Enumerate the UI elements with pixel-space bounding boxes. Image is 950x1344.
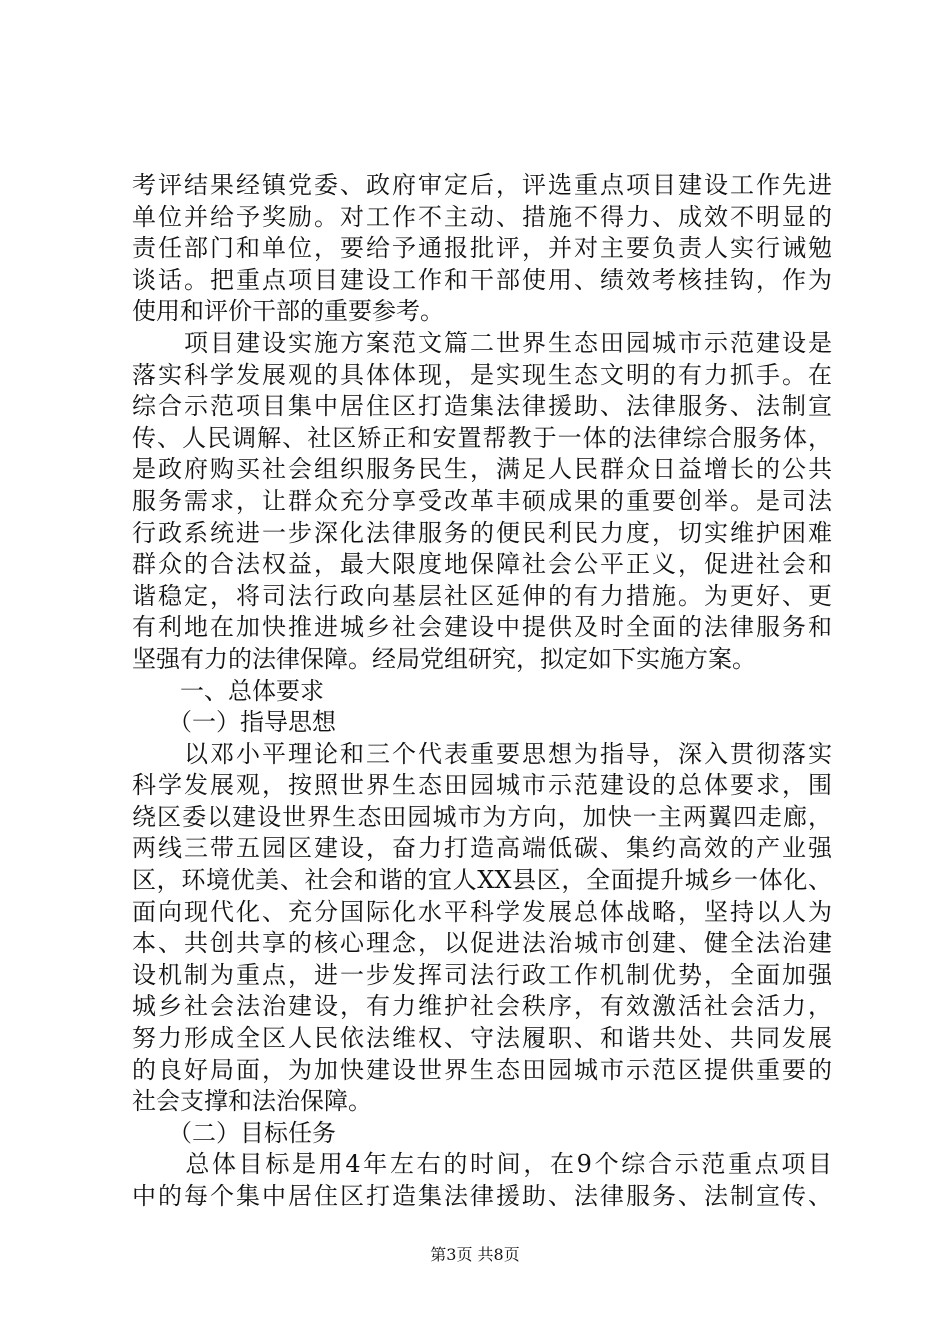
text-line: 本、共创共享的核心理念，以促进法治城市创建、健全法治建 — [132, 929, 832, 958]
text-line: 以邓小平理论和三个代表重要思想为指导，深入贯彻落实 — [132, 739, 832, 768]
text-line: （二）目标任务 — [132, 1118, 336, 1147]
page-footer: 第3页 共8页 — [430, 1245, 520, 1264]
text-line: 行政系统进一步深化法律服务的便民利民力度，切实维护困难 — [132, 518, 832, 547]
text-line: 中的每个集中居住区打造集法律援助、法律服务、法制宣传、 — [132, 1182, 832, 1210]
text-line: 群众的合法权益，最大限度地保障社会公平正义，促进社会和 — [132, 550, 832, 579]
text-line: 落实科学发展观的具体体现，是实现生态文明的有力抓手。在 — [132, 360, 832, 389]
text-line: 考评结果经镇党委、政府审定后，评选重点项目建设工作先进 — [132, 171, 832, 199]
text-line: 综合示范项目集中居住区打造集法律援助、法律服务、法制宣 — [132, 392, 832, 421]
text-line: 两线三带五园区建设，奋力打造高端低碳、集约高效的产业强 — [132, 834, 832, 863]
text-line: 一、总体要求 — [132, 676, 324, 705]
text-line: 是政府购买社会组织服务民生，满足人民群众日益增长的公共 — [132, 455, 832, 484]
text-line: 区，环境优美、社会和谐的宜人XX县区，全面提升城乡一体化、 — [132, 866, 832, 895]
text-line: 责任部门和单位，要给予通报批评，并对主要负责人实行诫勉 — [132, 234, 832, 263]
text-line: 项目建设实施方案范文篇二世界生态田园城市示范建设是 — [132, 328, 832, 357]
text-line: 谐稳定，将司法行政向基层社区延伸的有力措施。为更好、更 — [132, 581, 832, 610]
text-line: 服务需求，让群众充分享受改革丰硕成果的重要创举。是司法 — [132, 486, 832, 515]
text-line: 坚强有力的法律保障。经局党组研究，拟定如下实施方案。 — [132, 644, 756, 673]
text-line: 城乡社会法治建设，有力维护社会秩序，有效激活社会活力， — [132, 992, 832, 1021]
text-line: 的良好局面，为加快建设世界生态田园城市示范区提供重要的 — [132, 1055, 832, 1084]
text-line: 社会支撑和法治保障。 — [132, 1087, 372, 1116]
text-line: 有利地在加快推进城乡社会建设中提供及时全面的法律服务和 — [132, 613, 832, 642]
text-line: 传、人民调解、社区矫正和安置帮教于一体的法律综合服务体， — [132, 423, 832, 452]
text-line: 设机制为重点，进一步发挥司法行政工作机制优势，全面加强 — [132, 960, 832, 989]
text-line: 单位并给予奖励。对工作不主动、措施不得力、成效不明显的 — [132, 202, 832, 231]
text-line: 努力形成全区人民依法维权、守法履职、和谐共处、共同发展 — [132, 1024, 832, 1053]
text-line: 谈话。把重点项目建设工作和干部使用、绩效考核挂钩，作为 — [132, 265, 832, 294]
document-body — [132, 170, 832, 1213]
text-line: 总体目标是用4年左右的时间，在9个综合示范重点项目 — [132, 1150, 832, 1179]
text-line: 使用和评价干部的重要参考。 — [132, 297, 444, 326]
text-line: 面向现代化、充分国际化水平科学发展总体战略，坚持以人为 — [132, 897, 832, 926]
text-line: 科学发展观，按照世界生态田园城市示范建设的总体要求，围 — [132, 771, 832, 800]
text-line: 绕区委以建设世界生态田园城市为方向，加快一主两翼四走廊， — [132, 802, 832, 831]
text-line: （一）指导思想 — [132, 708, 336, 737]
